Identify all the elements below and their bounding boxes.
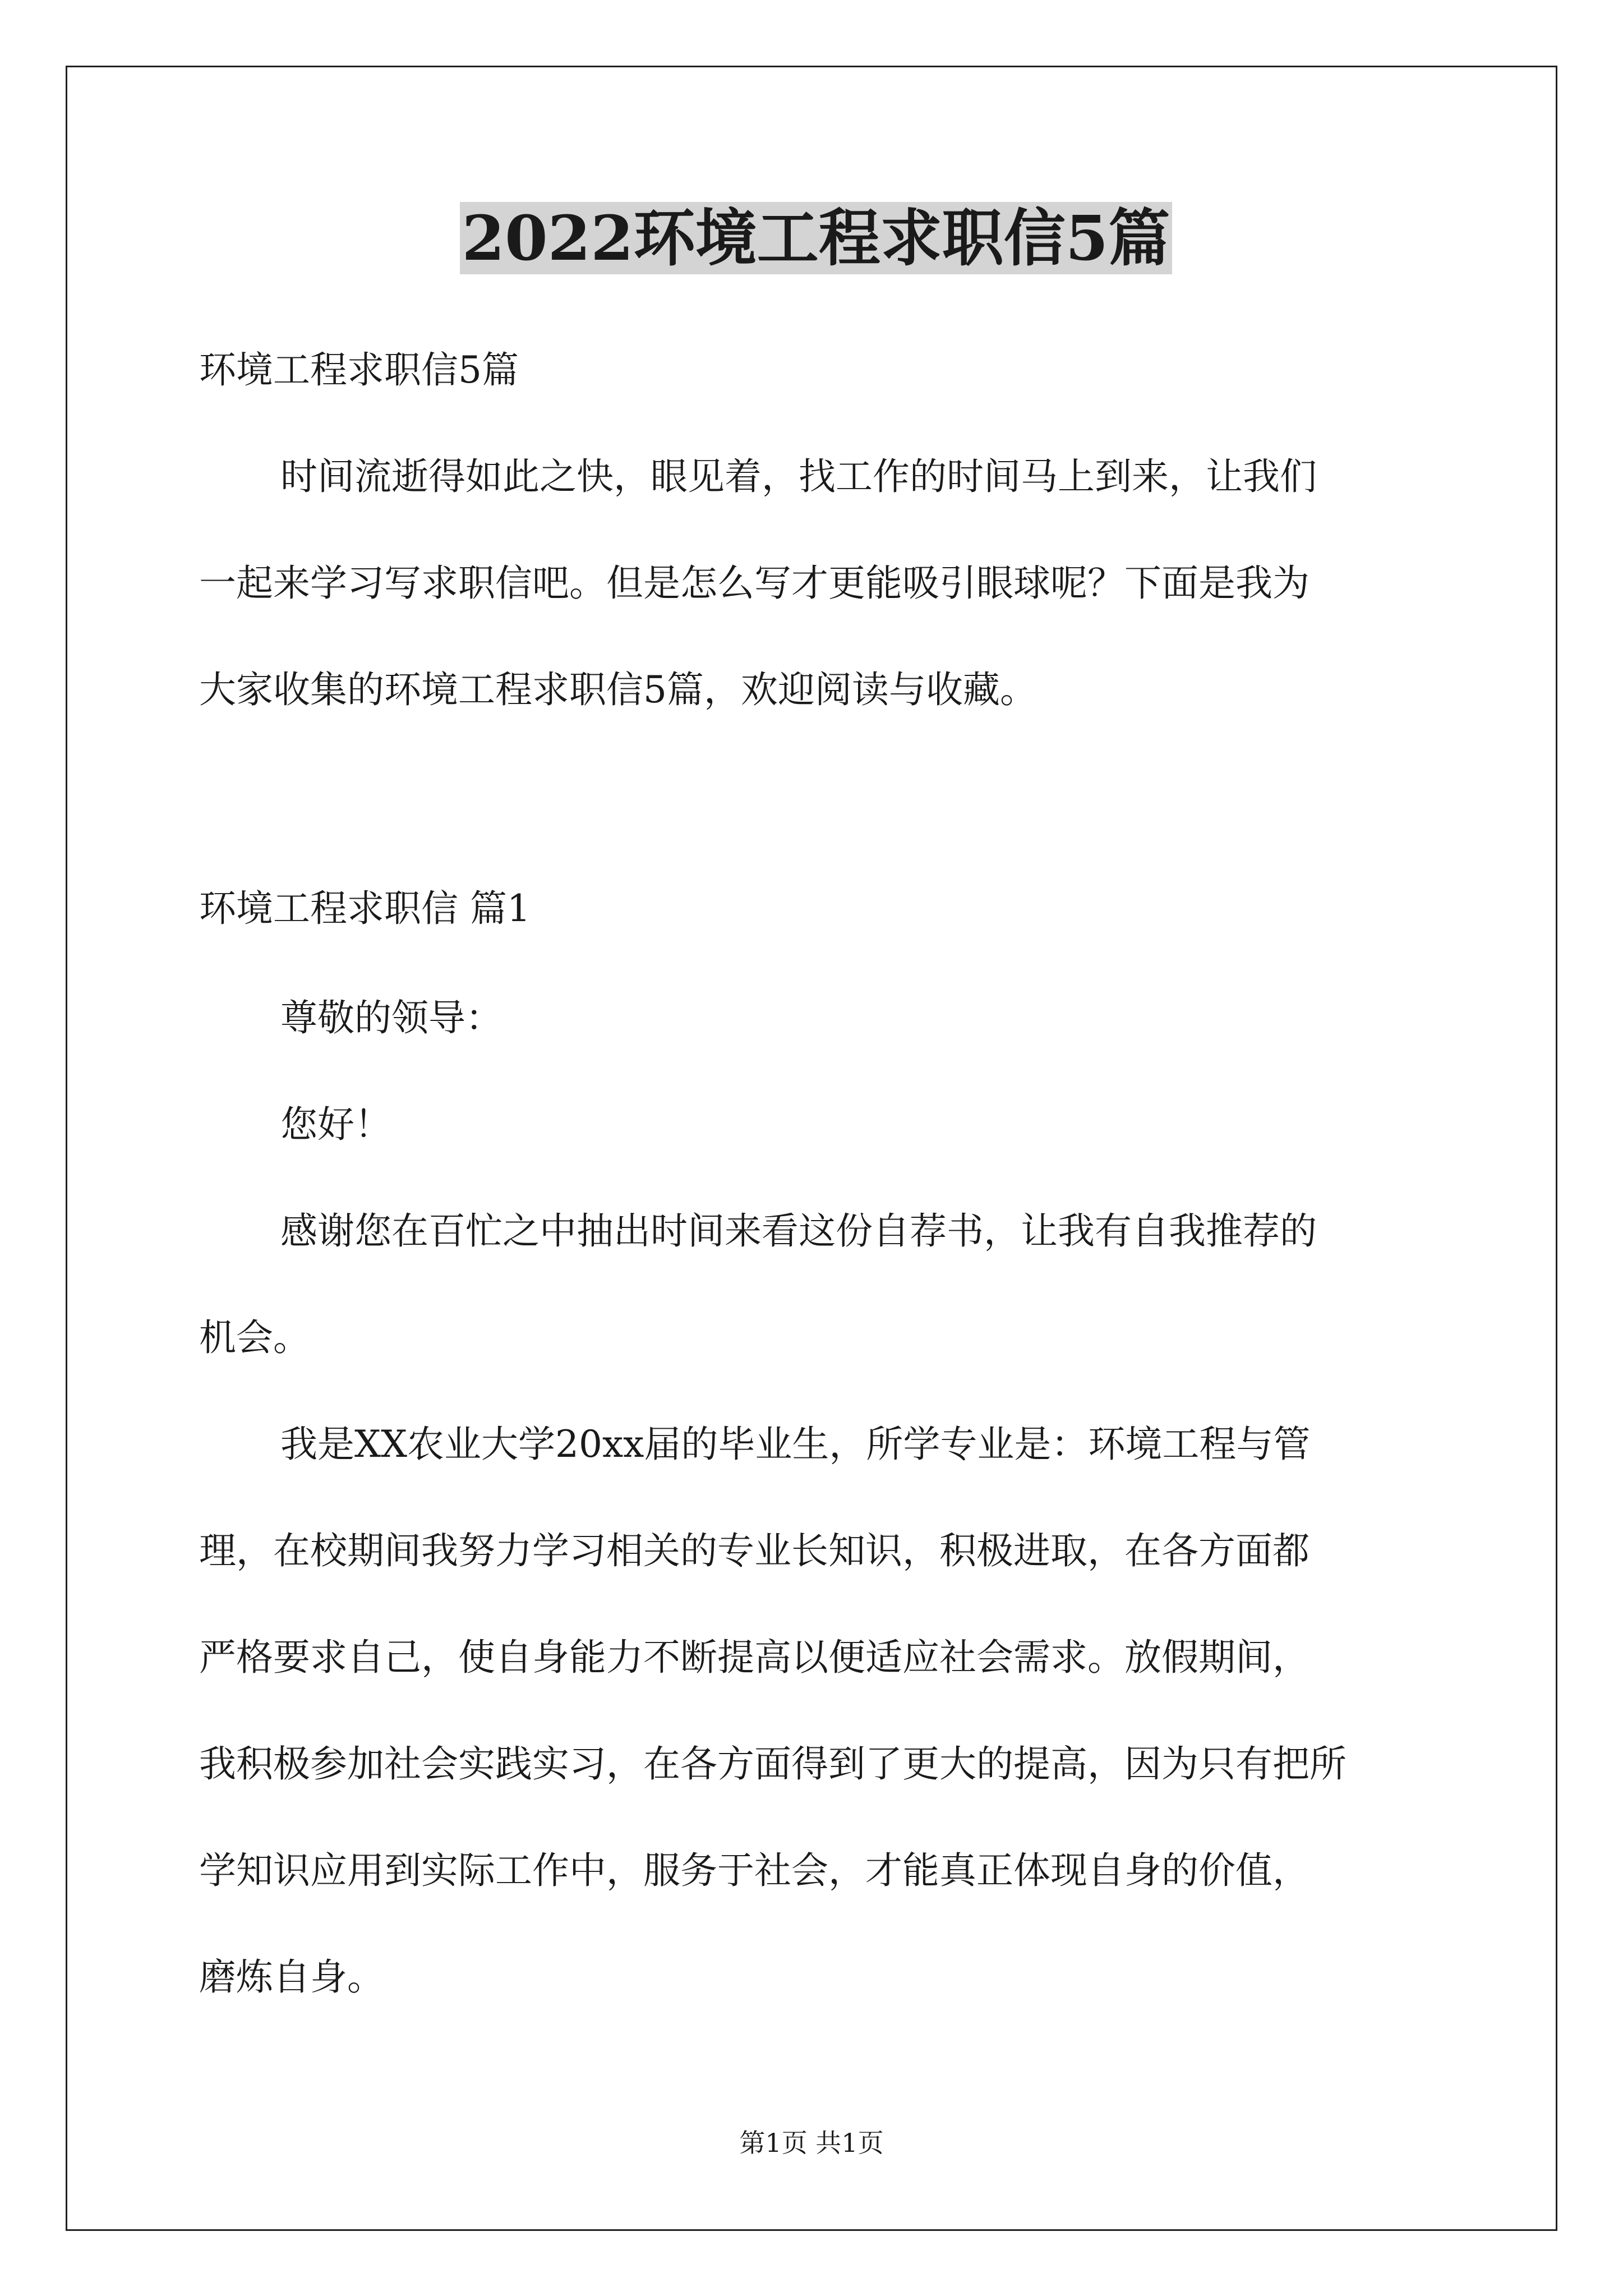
paragraph-line: 学知识应用到实际工作中，服务于社会，才能真正体现自身的价值，	[199, 1849, 1310, 1892]
document-subtitle: 环境工程求职信5篇	[199, 348, 519, 392]
paragraph-line: 感谢您在百忙之中抽出时间来看这份自荐书，让我有自我推荐的	[280, 1209, 1317, 1253]
intro-line: 时间流逝得如此之快，眼见着，找工作的时间马上到来，让我们	[280, 455, 1317, 498]
page-title	[199, 196, 1433, 280]
page-title-text: 2022环境工程求职信5篇	[460, 202, 1173, 274]
intro-line: 一起来学习写求职信吧。但是怎么写才更能吸引眼球呢？下面是我为	[199, 562, 1310, 605]
paragraph-line: 磨炼自身。	[199, 1955, 384, 1999]
paragraph-line: 理，在校期间我努力学习相关的专业长知识，积极进取，在各方面都	[199, 1529, 1310, 1572]
paragraph-line: 我是XX农业大学20xx届的毕业生，所学专业是：环境工程与管	[280, 1423, 1311, 1466]
page-footer: 第1页 共1页	[739, 2128, 884, 2158]
greeting: 您好！	[280, 1103, 391, 1146]
paragraph-line: 机会。	[199, 1316, 310, 1359]
salutation: 尊敬的领导：	[280, 996, 502, 1039]
paragraph-line: 我积极参加社会实践实习，在各方面得到了更大的提高，因为只有把所	[199, 1742, 1347, 1786]
intro-line: 大家收集的环境工程求职信5篇，欢迎阅读与收藏。	[199, 668, 1037, 711]
paragraph-line: 严格要求自己，使自身能力不断提高以便适应社会需求。放假期间，	[199, 1636, 1310, 1679]
section-heading: 环境工程求职信 篇1	[199, 887, 531, 930]
